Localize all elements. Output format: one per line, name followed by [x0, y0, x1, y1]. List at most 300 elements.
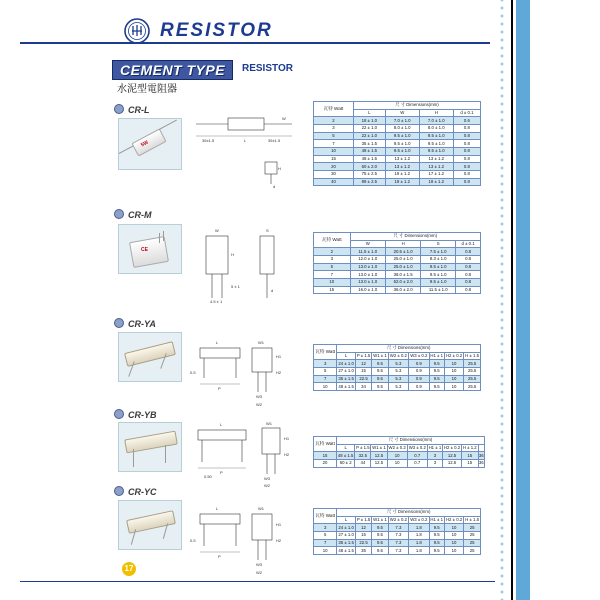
dimension-cell: 0.8	[453, 155, 480, 163]
dimension-cell: 9.5	[372, 547, 388, 555]
watt-cell: 20	[314, 460, 337, 468]
dimension-cell: 9.5	[429, 360, 444, 368]
drawing-label: W1	[258, 340, 264, 345]
dimension-cell: 35 ± 1.5	[353, 140, 385, 148]
table-row	[314, 460, 485, 468]
dimension-cell: 60 ± 2.0	[353, 163, 385, 171]
table-row	[314, 452, 485, 460]
column-header: W2 ± 0.2	[388, 444, 406, 450]
dimension-cell: 0.9	[409, 375, 429, 383]
dimension-cell: 5.3	[388, 368, 408, 376]
dimension-cell: 9.5 ± 1.0	[385, 140, 419, 148]
drawing-label: 0.5	[190, 370, 196, 375]
dimension-cell: 13 ± 1.2	[385, 163, 419, 171]
spec-table-body	[314, 452, 485, 467]
watt-cell: 2	[314, 117, 354, 125]
section-heading-cr-yc: CR-YC	[114, 486, 157, 497]
dimension-cell: 32.5	[355, 452, 371, 460]
dimension-cell: 22.5	[355, 539, 371, 547]
product-photo-cr-yb	[118, 422, 182, 472]
dimension-cell: 0.8	[456, 271, 481, 279]
dimension-cell: 48 ± 1.5	[353, 155, 385, 163]
bullet-icon	[114, 104, 124, 114]
column-header: H ± 1.5	[465, 516, 480, 522]
dimension-cell: 10	[387, 452, 407, 460]
dimensions-header: 尺 寸 Dimensions(mm)	[337, 345, 481, 353]
dimension-cell: 9.5 ± 1.0	[421, 279, 456, 287]
dimension-cell: 9.5	[372, 368, 388, 376]
dimension-cell: 7.3	[388, 539, 408, 547]
watt-cell: 7	[314, 375, 337, 383]
column-header: H ± 1.5	[465, 352, 480, 358]
watt-cell: 10	[314, 279, 351, 287]
column-header: H1 ± 1	[430, 516, 444, 522]
dimension-cell: 9.5	[429, 532, 444, 540]
dimensions-header: 尺 寸 Dimensions(mm)	[337, 437, 485, 445]
section-heading-cr-ya: CR-YA	[114, 318, 156, 329]
dimension-cell: 10	[444, 383, 463, 391]
column-header: W2 ± 0.2	[389, 352, 407, 358]
dimension-cell: 10	[444, 524, 463, 532]
side-dot-pattern	[497, 0, 507, 600]
column-header: H2 ± 0.2	[445, 516, 463, 522]
dimension-cell: 20.5 ± 1.0	[385, 248, 420, 256]
dimension-cell: 0.8	[456, 248, 481, 256]
dimension-cell: 0.8	[456, 279, 481, 287]
dimension-cell: 7.3	[388, 532, 408, 540]
drawing-cr-ya	[190, 334, 300, 410]
table-row	[314, 279, 481, 287]
dimension-cell: 13 ± 1.2	[419, 155, 453, 163]
dimension-cell: 3	[427, 460, 442, 468]
watt-cell: 15	[314, 286, 351, 294]
watt-cell: 15	[314, 155, 354, 163]
dimension-cell: 7.5 ± 1.0	[421, 248, 456, 256]
dimension-cell: 25.5	[464, 383, 481, 391]
column-header: H	[385, 240, 420, 248]
drawing-label: d	[271, 288, 274, 293]
dimension-cell: 36	[478, 460, 484, 466]
drawing-label: 0.50	[204, 474, 212, 479]
dimension-cell: 22.5	[355, 375, 371, 383]
watt-header: 瓦特 Watt	[314, 509, 337, 524]
table-row	[314, 132, 481, 140]
dimension-cell: 0.9	[409, 360, 429, 368]
drawing-label: P	[218, 386, 221, 391]
dimension-cell: 9.5	[372, 360, 388, 368]
dimension-cell: 11.5 ± 1.0	[350, 248, 385, 256]
table-row	[314, 286, 481, 294]
watt-cell: 7	[314, 140, 354, 148]
dimension-cell: 25	[464, 532, 481, 540]
dimensions-header: 尺 寸 Dimensions(mm)	[353, 102, 480, 110]
drawing-label: 4.5 ± 1	[210, 299, 223, 304]
dimension-cell: 52.0 ± 2.0	[385, 279, 420, 287]
column-header: W1 ± 1	[372, 444, 386, 450]
dimension-cell: 35 ± 1.5	[338, 375, 354, 381]
dimension-cell: 60 ± 2	[337, 460, 355, 468]
dimension-cell: 22 ± 1.0	[353, 132, 385, 140]
watt-cell: 3	[314, 125, 354, 133]
column-header: L	[337, 516, 356, 524]
side-divider	[511, 0, 513, 600]
dimension-cell: 75 ± 2.5	[353, 171, 385, 179]
footer-divider	[20, 581, 495, 582]
category-subtitle: RESISTOR	[242, 63, 293, 74]
spec-table-cr-yc	[313, 508, 481, 555]
column-header: H	[419, 109, 453, 117]
dimension-cell: 10	[444, 532, 463, 540]
table-row	[314, 256, 481, 264]
drawing-cr-l	[196, 108, 296, 158]
table-row	[314, 547, 481, 555]
dimension-cell: 0.8	[453, 140, 480, 148]
drawing-label: L	[216, 340, 219, 345]
dimension-cell: 25.5	[464, 368, 481, 376]
drawing-label: W1	[258, 506, 264, 511]
drawing-cr-l-end-view	[262, 160, 284, 192]
dimension-cell: 48 ± 1.5	[337, 452, 354, 458]
dimension-cell: 0.8	[453, 178, 480, 186]
dimension-cell: 9.5 ± 1.0	[421, 271, 456, 279]
dimension-cell: 9.5	[429, 368, 444, 376]
dimension-cell: 9.5 ± 1.0	[419, 140, 453, 148]
table-row	[314, 125, 481, 133]
column-header: W1 ± 1	[373, 516, 387, 522]
dimension-cell: 0.9	[409, 368, 429, 376]
dimension-cell: 0.8	[456, 263, 481, 271]
drawing-label: W2	[264, 483, 270, 488]
drawing-label: d	[273, 184, 276, 189]
dimension-cell: 25	[464, 524, 481, 532]
dimension-cell: 16.0 ± 1.0	[350, 286, 385, 294]
watt-cell: 10	[314, 383, 337, 391]
dimension-cell: 9.5	[372, 539, 388, 547]
product-photo-cr-m: CE	[118, 224, 182, 274]
dimension-cell: 10	[444, 539, 463, 547]
dimension-cell: 48 ± 1.5	[338, 547, 354, 553]
dimensions-header: 尺 寸 Dimensions(mm)	[337, 509, 481, 517]
dimension-cell: 7.0 ± 1.0	[385, 117, 419, 125]
watt-cell: 30	[314, 171, 354, 179]
drawing-label: W2	[256, 402, 262, 407]
dimension-cell: 8.3 ± 1.0	[421, 256, 456, 264]
dimension-cell: 24 ± 1.0	[338, 360, 354, 366]
drawing-label: 35±1.5	[268, 138, 281, 143]
drawing-label: W	[215, 228, 219, 233]
dimension-cell: 9.5 ± 1.0	[421, 263, 456, 271]
column-header: H2 ± 0.2	[443, 444, 461, 450]
drawing-cr-yb	[190, 420, 302, 488]
drawing-label: W1	[266, 421, 272, 426]
table-row	[314, 178, 481, 186]
drawing-label: L	[244, 138, 247, 143]
dimension-cell: 15	[462, 452, 478, 460]
watt-cell: 3	[314, 524, 337, 532]
dimension-cell: 12.5	[371, 452, 387, 460]
table-row	[314, 383, 481, 391]
dimension-cell: 0.8	[456, 286, 481, 294]
dimension-cell: 48 ± 1.5	[353, 148, 385, 156]
dimension-cell: 10	[387, 460, 407, 468]
table-row	[314, 140, 481, 148]
dimension-cell: 1.8	[409, 547, 429, 555]
watt-cell: 40	[314, 178, 354, 186]
column-header	[478, 444, 485, 452]
drawing-cr-m	[198, 226, 298, 304]
column-header: H1 ± 1	[428, 444, 442, 450]
column-header: d ± 0.1	[456, 240, 481, 248]
spec-table-body	[314, 248, 481, 294]
dimension-cell: 9.5	[372, 375, 388, 383]
drawing-label: W3	[256, 394, 262, 399]
watt-cell: 20	[314, 163, 354, 171]
category-title: CEMENT TYPE	[112, 60, 233, 80]
dimension-cell: 1.8	[409, 524, 429, 532]
dimension-cell: 19 ± 1.2	[385, 171, 419, 179]
column-header: H ± 1.2	[462, 444, 477, 450]
dimension-cell: 10	[444, 375, 463, 383]
table-row	[314, 148, 481, 156]
watt-cell: 7	[314, 539, 337, 547]
dimension-cell: 13.0 ± 1.0	[350, 263, 385, 271]
spec-table-cr-ya	[313, 344, 481, 391]
dimension-cell: 12	[355, 360, 371, 368]
column-header: H1 ± 1	[430, 352, 444, 358]
bullet-icon	[114, 318, 124, 328]
drawing-label: 5 ± 1	[231, 284, 240, 289]
drawing-label: H1	[276, 354, 282, 359]
dimension-cell: 10	[444, 360, 463, 368]
watt-header: 瓦特 Watt	[314, 102, 354, 117]
drawing-label: H1	[284, 436, 290, 441]
dimension-cell: 15	[355, 368, 371, 376]
column-header: d ± 0.1	[453, 109, 480, 117]
dimension-cell: 36	[478, 452, 484, 458]
dimension-cell: 34	[355, 383, 371, 391]
drawing-label: W3	[264, 476, 270, 481]
table-row	[314, 263, 481, 271]
watt-cell: 15	[314, 452, 337, 460]
dimension-cell: 13 ± 1.2	[419, 163, 453, 171]
column-header: P ± 1.5	[356, 516, 371, 522]
spec-table-body	[314, 360, 481, 391]
drawing-label: P	[220, 470, 223, 475]
watt-cell: 5	[314, 132, 354, 140]
dimension-cell: 25.0 ± 1.0	[385, 263, 420, 271]
column-header: P ± 1.5	[356, 444, 370, 450]
dimension-cell: 19 ± 1.2	[419, 178, 453, 186]
watt-cell: 10	[314, 148, 354, 156]
brand-title: RESISTOR	[160, 20, 273, 41]
product-photo-cr-yc	[118, 500, 182, 550]
watt-cell: 7	[314, 271, 351, 279]
drawing-label: H2	[276, 538, 282, 543]
column-header: W3 ± 0.2	[410, 516, 428, 522]
dimension-cell: 38.0 ± 1.5	[385, 271, 420, 279]
watt-cell: 2	[314, 248, 351, 256]
dimension-cell: 24 ± 1.0	[338, 524, 354, 530]
table-row	[314, 171, 481, 179]
column-header: W	[385, 109, 419, 117]
dimension-cell: 0.9	[409, 383, 429, 391]
dimension-cell: 9.5 ± 1.0	[385, 132, 419, 140]
watt-header: 瓦特 Watt	[314, 233, 351, 248]
dimension-cell: 11.5 ± 1.0	[421, 286, 456, 294]
dimension-cell: 15	[462, 460, 478, 468]
dimension-cell: 3	[427, 452, 442, 460]
table-row	[314, 524, 481, 532]
dimension-cell: 5.3	[388, 383, 408, 391]
spec-table-cr-l	[313, 101, 481, 186]
bullet-icon	[114, 209, 124, 219]
dimension-cell: 9.5	[429, 383, 444, 391]
drawing-label: 35±1.5	[202, 138, 215, 143]
drawing-label: S	[266, 228, 269, 233]
dimension-cell: 9.5	[372, 532, 388, 540]
side-color-band	[516, 0, 530, 600]
watt-cell: 5	[314, 368, 337, 376]
spec-table-body	[314, 524, 481, 555]
dimension-cell: 89 ± 2.5	[353, 178, 385, 186]
watt-cell: 3	[314, 360, 337, 368]
dimension-cell: 27 ± 1.0	[338, 532, 354, 538]
dimension-cell: 9.5	[372, 524, 388, 532]
dimension-cell: 13 ± 1.2	[385, 155, 419, 163]
section-heading-cr-m: CR-M	[114, 209, 152, 220]
drawing-label: P	[218, 554, 221, 559]
column-header: W	[350, 240, 385, 248]
watt-cell: 5	[314, 263, 351, 271]
dimension-cell: 0.8	[453, 132, 480, 140]
dimension-cell: 0.8	[453, 125, 480, 133]
dimension-cell: 12.5	[442, 452, 461, 460]
dimension-cell: 0.8	[453, 148, 480, 156]
dimension-cell: 9.5	[372, 383, 388, 391]
bullet-icon	[114, 409, 124, 419]
column-header: L	[337, 444, 355, 452]
dimension-cell: 0.7	[407, 460, 427, 468]
dimension-cell: 22 ± 1.0	[353, 125, 385, 133]
table-row	[314, 117, 481, 125]
dimension-cell: 8.0 ± 1.0	[385, 125, 419, 133]
section-heading-cr-yb: CR-YB	[114, 409, 157, 420]
dimension-cell: 12.5	[442, 460, 461, 468]
drawing-label: W3	[256, 562, 262, 567]
table-row	[314, 155, 481, 163]
table-row	[314, 163, 481, 171]
dimension-cell: 0.8	[456, 256, 481, 264]
dimension-cell: 19 ± 1.2	[385, 178, 419, 186]
drawing-label: H	[231, 252, 234, 257]
table-row	[314, 375, 481, 383]
watt-header: 瓦特 Watt	[314, 345, 337, 360]
dimension-cell: 9.5	[429, 547, 444, 555]
spec-table-body	[314, 117, 481, 186]
dimension-cell: 12.0 ± 1.0	[350, 256, 385, 264]
drawing-label: H2	[284, 452, 290, 457]
dimension-cell: 25	[464, 539, 481, 547]
dimensions-header: 尺 寸 Dimensions(mm)	[350, 233, 480, 241]
drawing-label: H1	[276, 522, 282, 527]
watt-cell: 5	[314, 532, 337, 540]
dimension-cell: 18 ± 1.0	[353, 117, 385, 125]
dimension-cell: 13.0 ± 1.0	[350, 271, 385, 279]
dimension-cell: 9.5 ± 1.0	[419, 132, 453, 140]
spec-table-cr-yb	[313, 436, 485, 468]
dimension-cell: 5.3	[388, 375, 408, 383]
dimension-cell: 25	[464, 547, 481, 555]
spec-table-cr-m	[313, 232, 481, 294]
dimension-cell: 25.5	[464, 360, 481, 368]
dimension-cell: 0.8	[453, 171, 480, 179]
dimension-cell: 1.8	[409, 532, 429, 540]
product-photo-cr-ya	[118, 332, 182, 382]
column-header: P ± 1.5	[356, 352, 371, 358]
drawing-label: H	[278, 166, 281, 171]
column-header: W3 ± 0.2	[410, 352, 428, 358]
drawing-cr-yc	[190, 502, 300, 578]
dimension-cell: 13.0 ± 1.0	[350, 279, 385, 287]
section-heading-cr-l: CR-L	[114, 104, 150, 115]
column-header: W1 ± 1	[373, 352, 387, 358]
dimension-cell: 12.5	[371, 460, 387, 468]
dimension-cell: 48 ± 1.5	[338, 383, 354, 389]
dimension-cell: 7.0 ± 1.0	[419, 117, 453, 125]
dimension-cell: 44	[355, 460, 371, 468]
table-row	[314, 532, 481, 540]
page-number: 17	[122, 562, 136, 576]
category-chinese-title: 水泥型電阻器	[117, 84, 177, 95]
table-row	[314, 248, 481, 256]
watt-cell: 10	[314, 547, 337, 555]
column-header: H2 ± 0.2	[445, 352, 463, 358]
drawing-label: L	[216, 506, 219, 511]
drawing-label: W	[282, 116, 286, 121]
company-logo-icon	[124, 18, 150, 44]
table-row	[314, 368, 481, 376]
drawing-label: 0.5	[190, 538, 196, 543]
drawing-label: H2	[276, 370, 282, 375]
dimension-cell: 7.3	[388, 524, 408, 532]
dimension-cell: 9.5	[429, 375, 444, 383]
dimension-cell: 17 ± 1.2	[419, 171, 453, 179]
dimension-cell: 1.8	[409, 539, 429, 547]
dimension-cell: 27 ± 1.0	[338, 368, 354, 374]
column-header: L	[353, 109, 385, 117]
dimension-cell: 0.7	[407, 452, 427, 460]
dimension-cell: 10	[444, 368, 463, 376]
dimension-cell: 9.5 ± 1.0	[419, 148, 453, 156]
dimension-cell: 15	[355, 532, 371, 540]
column-header: S	[421, 240, 456, 248]
dimension-cell: 10	[444, 547, 463, 555]
table-row	[314, 539, 481, 547]
dimension-cell: 25.5	[464, 375, 481, 383]
dimension-cell: 8.0 ± 1.0	[419, 125, 453, 133]
table-row	[314, 360, 481, 368]
watt-header: 瓦特 Watt	[314, 437, 337, 452]
dimension-cell: 0.8	[453, 163, 480, 171]
drawing-label: L	[220, 422, 223, 427]
watt-cell: 3	[314, 256, 351, 264]
dimension-cell: 35	[355, 547, 371, 555]
column-header: W3 ± 0.2	[408, 444, 426, 450]
dimension-cell: 0.6	[453, 117, 480, 125]
dimension-cell: 5.3	[388, 360, 408, 368]
header-divider	[20, 42, 490, 44]
bullet-icon	[114, 486, 124, 496]
